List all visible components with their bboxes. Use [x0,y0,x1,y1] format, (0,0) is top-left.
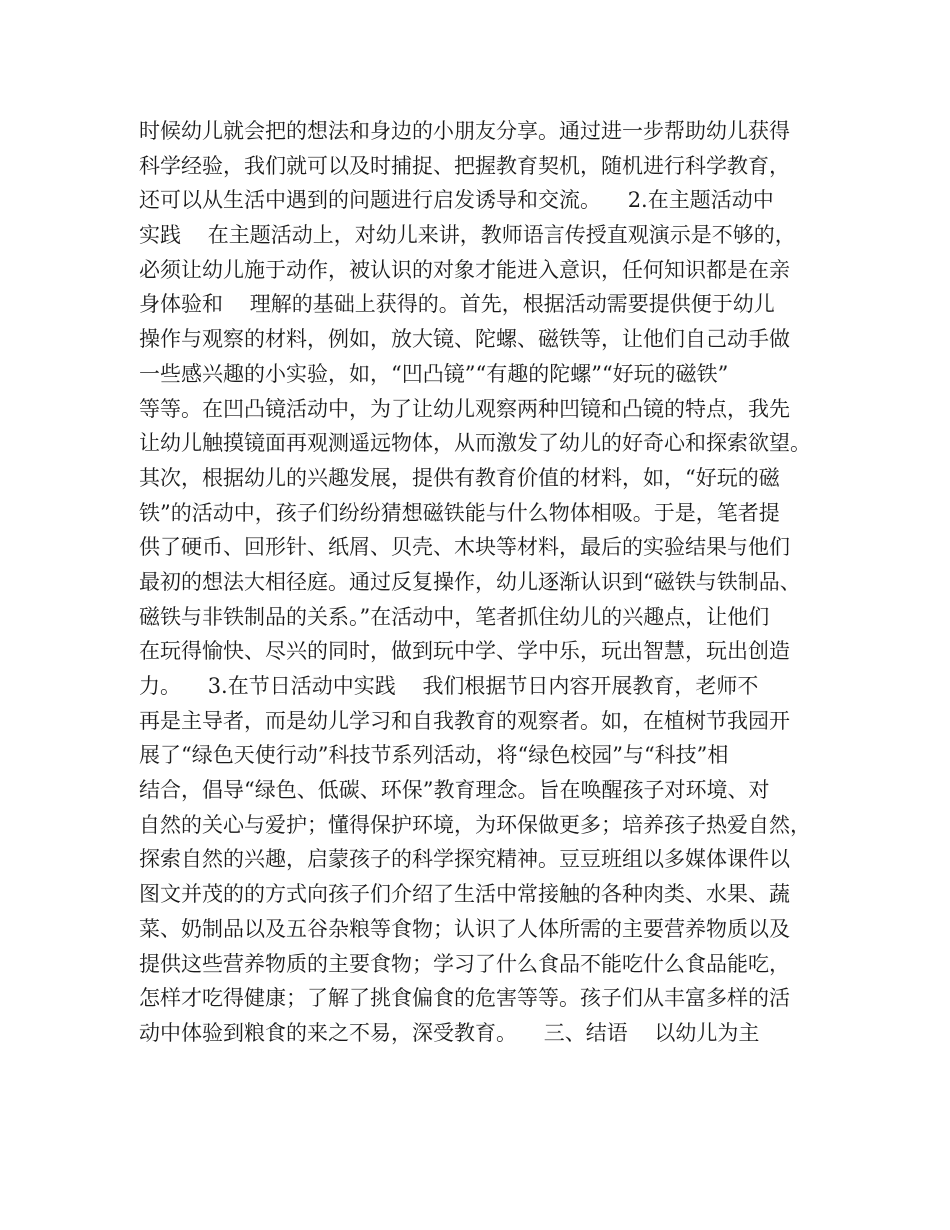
text-line: 时候幼儿就会把的想法和身边的小朋友分享。通过进一步帮助幼儿获得 [139,119,790,143]
text-line: 自然的关心与爱护；懂得保护环境，为环保做更多；培养孩子热爱自然， [139,812,811,837]
text-line: 其次，根据幼儿的兴趣发展，提供有教育价值的材料，如，“好玩的磁 [139,465,780,490]
text-line: 菜、奶制品以及五谷杂粮等食物；认识了人体所需的主要营养物质以及 [139,916,790,941]
text-line: 在玩得愉快、尽兴的同时，做到玩中学、学中乐，玩出智慧，玩出创造 [139,639,790,664]
text-line: 图文并茂的的方式向孩子们介绍了生活中常接触的各种肉类、水果、蔬 [139,882,790,907]
text-line: 让幼儿触摸镜面再观测遥远物体，从而激发了幼儿的好奇心和探索欲望。 [139,431,811,456]
text-line: 还可以从生活中遇到的问题进行启发诱导和交流。 2.在主题活动中 [139,188,774,213]
text-line: 实践 在主题活动上，对幼儿来讲，教师语言传授直观演示是不够的， [139,223,796,248]
text-line: 提供这些营养物质的主要食物；学习了什么食品不能吃什么食品能吃， [139,951,790,976]
text-line: 最初的想法大相径庭。通过反复操作，幼儿逐渐认识到“磁铁与铁制品、 [139,569,801,594]
text-line: 结合，倡导“绿色、低碳、环保”教育理念。旨在唤醒孩子对环境、对 [139,778,770,803]
text-line: 科学经验，我们就可以及时捕捉、把握教育契机，随机进行科学教育， [139,153,790,178]
text-line: 再是主导者，而是幼儿学习和自我教育的观察者。如，在植树节我园开 [139,708,790,733]
body-text [139,114,829,1051]
text-line: 身体验和 理解的基础上获得的。首先，根据活动需要提供便于幼儿 [139,292,775,317]
text-line: 动中体验到粮食的来之不易，深受教育。 三、结语 以幼儿为主 [139,1020,760,1045]
text-line: 等等。在凹凸镜活动中，为了让幼儿观察两种凹镜和凸镜的特点，我先 [139,396,790,421]
text-line: 操作与观察的材料，例如，放大镜、陀螺、磁铁等，让他们自己动手做 [139,327,790,352]
text-line: 供了硬币、回形针、纸屑、贝壳、木块等材料，最后的实验结果与他们 [139,535,790,560]
text-line: 铁”的活动中，孩子们纷纷猜想磁铁能与什么物体相吸。于是，笔者提 [139,500,780,525]
text-line: 力。 3.在节日活动中实践 我们根据节日内容开展教育，老师不 [139,674,759,698]
text-line: 必须让幼儿施于动作，被认识的对象才能进入意识，任何知识都是在亲 [139,257,790,282]
text-line: 怎样才吃得健康；了解了挑食偏食的危害等等。孩子们从丰富多样的活 [139,986,790,1011]
text-line: 探索自然的兴趣，启蒙孩子的科学探究精神。豆豆班组以多媒体课件以 [139,847,790,872]
text-line: 一些感兴趣的小实验，如，“凹凸镜”“有趣的陀螺”“好玩的磁铁” [139,361,729,386]
text-line: 展了“绿色天使行动”科技节系列活动，将“绿色校园”与“科技”相 [139,743,729,768]
text-line: 磁铁与非铁制品的关系。”在活动中，笔者抓住幼儿的兴趣点，让他们 [139,604,770,629]
